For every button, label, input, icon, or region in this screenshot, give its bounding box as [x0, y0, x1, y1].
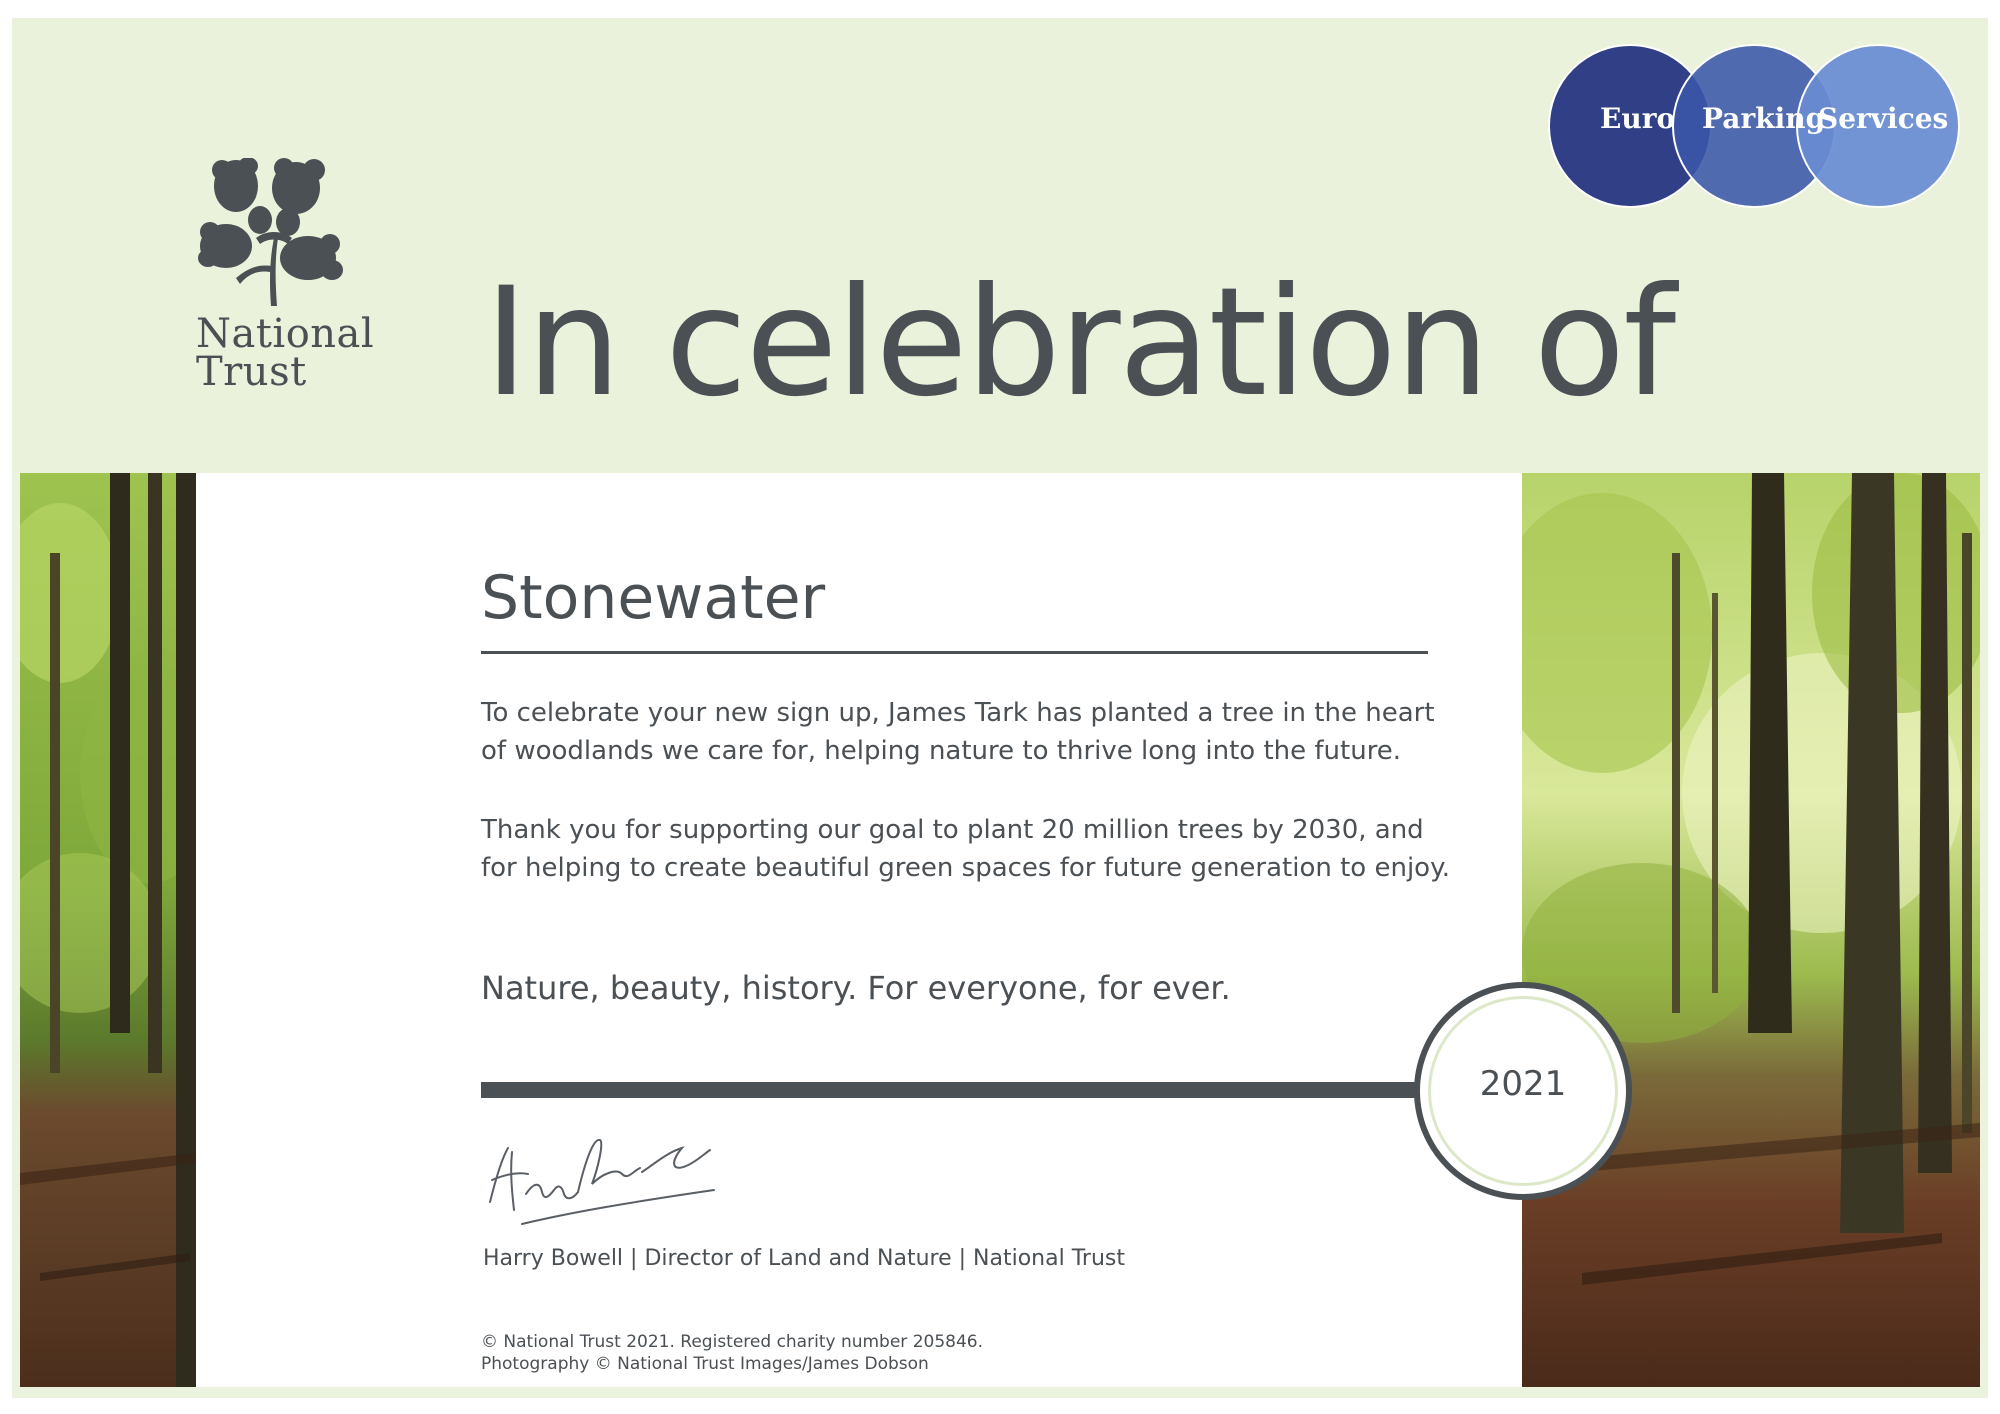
year-seal [1414, 982, 1632, 1200]
copyright-footnote: © National Trust 2021. Registered charity number 205846. [481, 1332, 983, 1352]
year-label: 2021 [1479, 1064, 1567, 1104]
partner-logo-word-3: Services [1818, 102, 1949, 135]
message-paragraph-2: Thank you for supporting our goal to plant 20 million trees by 2030, and for helping to create beautiful green spaces for future generation to enjoy. [481, 815, 1451, 883]
partner-logo-word-2: Parking [1702, 102, 1826, 135]
divider-bar [481, 1082, 1421, 1098]
motto: Nature, beauty, history. For everyone, for ever. [481, 969, 1231, 1007]
logo-line-2: Trust [196, 349, 307, 395]
logo-line-1: National [196, 311, 375, 357]
signature [482, 1128, 722, 1228]
forest-photo-right [1522, 473, 1980, 1387]
oak-leaf-icon [196, 158, 346, 308]
recipient-underline [481, 651, 1428, 654]
partner-logo-word-1: Euro [1600, 102, 1676, 135]
recipient-name: Stonewater [481, 563, 826, 633]
partner-logo [1548, 40, 1968, 210]
message-paragraph-1: To celebrate your new sign up, James Tark has planted a tree in the heart of woodlands we care for, helping nature to thrive long into the future. [481, 698, 1435, 766]
photo-credit-footnote: Photography © National Trust Images/James Dobson [481, 1354, 929, 1374]
certificate-title: In celebration of [484, 256, 1675, 430]
signatory-line: Harry Bowell | Director of Land and Nature | National Trust [483, 1246, 1125, 1271]
national-trust-logo [196, 158, 375, 395]
forest-photo-left [20, 473, 196, 1387]
